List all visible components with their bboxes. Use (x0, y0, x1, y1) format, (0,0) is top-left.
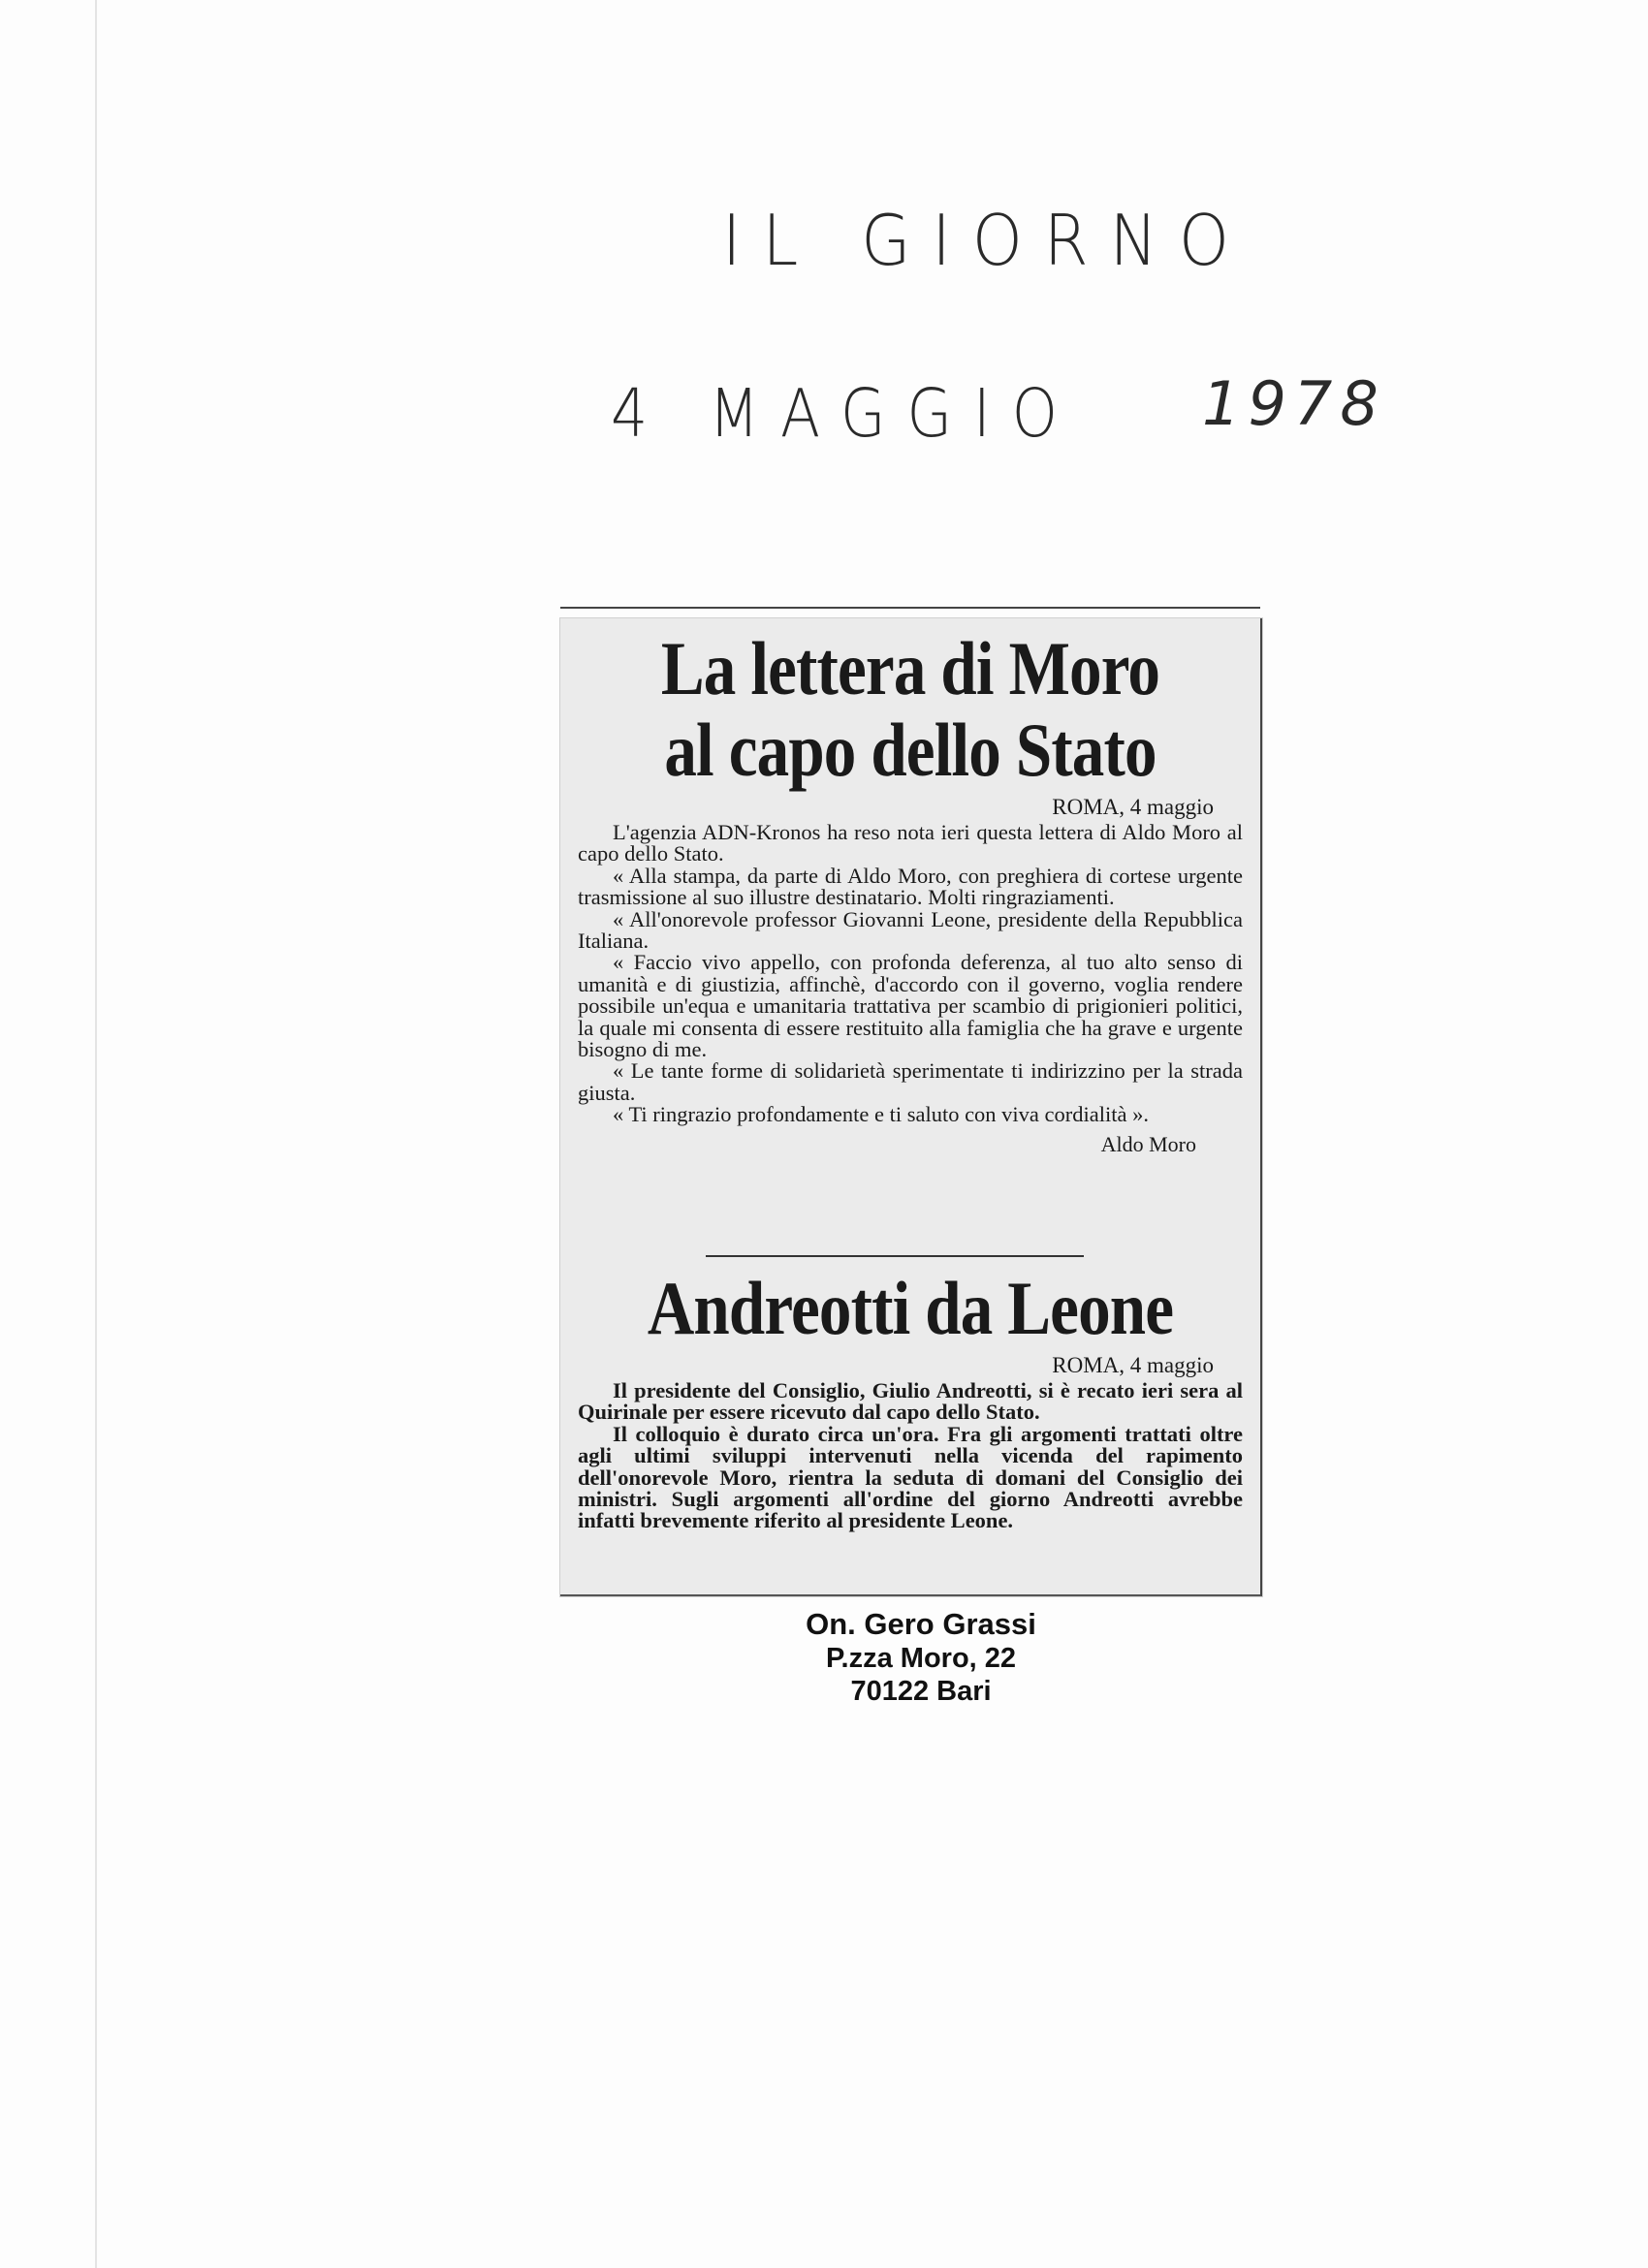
article1-paragraph: L'agenzia ADN-Kronos ha reso nota ieri questa lettera di Aldo Moro al capo dello Stato. (578, 820, 1243, 866)
article2-dateline: ROMA, 4 maggio (1052, 1353, 1214, 1377)
address-stamp (717, 1607, 1125, 1708)
article2-body (578, 1380, 1243, 1532)
article1-paragraph: « Alla stampa, da parte di Aldo Moro, con preghiera di cortese urgente trasmissione al suo illustre destinatario. Molti ringraziamenti. (578, 863, 1243, 910)
article-moro-letter (578, 628, 1243, 1157)
article-divider (706, 1255, 1084, 1257)
article1-body (578, 822, 1243, 1126)
clipping-top-rule (560, 607, 1260, 609)
article1-paragraph: « Ti ringrazio profondamente e ti saluto con viva cordialità ». (613, 1102, 1149, 1127)
handwritten-newspaper-name: IL GIORNO (722, 200, 1251, 282)
article-andreotti (578, 1268, 1243, 1532)
handwritten-date: 4 MAGGIO (611, 374, 1079, 454)
article2-headline: Andreotti da Leone (647, 1266, 1174, 1350)
article1-paragraph: « Faccio vivo appello, con profonda deferenza, al tuo alto senso di umanità e di giustizia, affinchè, d'accordo con il governo, voglia rendere possibile un'equa e umanitaria trattativa per scambio di prigionieri politici, la quale mi consenta di essere restituito alla famiglia che ha grave e urgente bisogno di me. (578, 950, 1243, 1062)
newspaper-clipping (560, 618, 1262, 1596)
article1-paragraph: « Le tante forme di solidarietà sperimentate ti indirizzino per la strada giusta. (578, 1058, 1243, 1105)
page-edge-line (95, 0, 97, 2268)
article1-paragraph: « All'onorevole professor Giovanni Leone, presidente della Repubblica Italiana. (578, 906, 1243, 954)
article2-paragraph: Il presidente del Consiglio, Giulio Andreotti, si è recato ieri sera al Quirinale per essere ricevuto dal capo dello Stato. (578, 1378, 1243, 1425)
stamp-city: 70122 Bari (850, 1676, 992, 1707)
article1-signature: Aldo Moro (1100, 1131, 1196, 1156)
article1-headline-line1: La lettera di Moro (660, 626, 1160, 710)
handwritten-year: 1978 (1202, 368, 1386, 439)
article1-dateline: ROMA, 4 maggio (1052, 795, 1214, 819)
stamp-name: On. Gero Grassi (806, 1607, 1036, 1641)
stamp-address: P.zza Moro, 22 (825, 1643, 1017, 1674)
article1-headline-line2: al capo dello Stato (664, 708, 1157, 792)
article2-paragraph: Il colloquio è durato circa un'ora. Fra gli argomenti trattati oltre agli ultimi sviluppi intervenuti nella vicenda del rapimento dell'onorevole Moro, rientra la seduta di domani del Consiglio dei ministri. Sugli argomenti all'ordine del giorno Andreotti avrebbe infatti brevemente riferito al presidente Leone. (578, 1421, 1243, 1533)
